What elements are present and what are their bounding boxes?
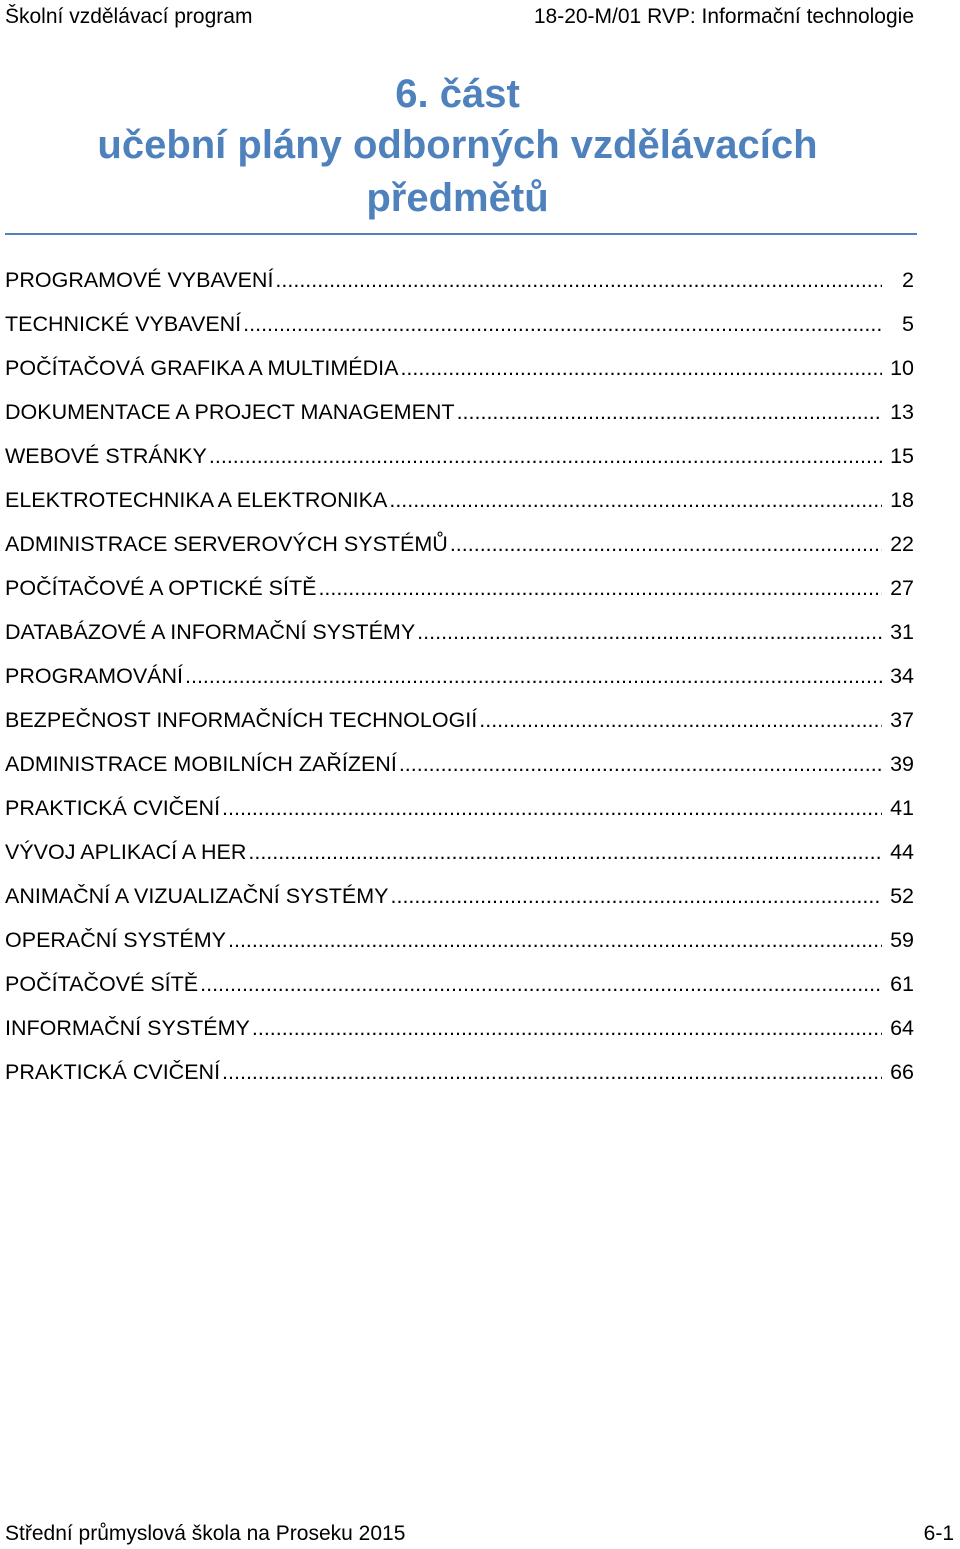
toc-leader-dots (457, 395, 882, 429)
toc-leader-dots (479, 703, 882, 737)
toc-entry[interactable] (5, 571, 914, 605)
toc-entry-page: 59 (890, 928, 914, 952)
toc-entry-title: ADMINISTRACE MOBILNÍCH ZAŘÍZENÍ (5, 752, 397, 776)
toc-entry[interactable] (5, 791, 914, 825)
toc-entry-title: OPERAČNÍ SYSTÉMY (5, 928, 227, 952)
toc-entry[interactable] (5, 659, 914, 693)
toc-entry[interactable] (5, 395, 914, 429)
toc-leader-dots (222, 791, 882, 825)
toc-entry-title: BEZPEČNOST INFORMAČNÍCH TECHNOLOGIÍ (5, 708, 478, 732)
toc-leader-dots (252, 1011, 882, 1045)
page-footer (5, 1520, 954, 1548)
toc-entry-page: 39 (890, 752, 914, 776)
toc-entry-page: 44 (890, 840, 914, 864)
toc-entry-page: 18 (890, 488, 914, 512)
toc-entry[interactable] (5, 835, 914, 869)
toc-entry-title: POČÍTAČOVÉ A OPTICKÉ SÍTĚ (5, 576, 317, 600)
toc-entry-page: 27 (890, 576, 914, 600)
header-rvp-code: 18-20-M/01 RVP: Informační technologie (533, 5, 914, 28)
toc-entry-page: 61 (890, 972, 914, 996)
toc-leader-dots (417, 615, 882, 649)
toc-entry-title: WEBOVÉ STRÁNKY (5, 444, 207, 468)
toc-entry[interactable] (5, 1055, 914, 1089)
toc-entry[interactable] (5, 879, 914, 913)
toc-leader-dots (400, 351, 882, 385)
header-program-name: Školní vzdělávací program (5, 5, 253, 28)
toc-entry[interactable] (5, 483, 914, 517)
toc-entry[interactable] (5, 747, 914, 781)
toc-entry-page: 64 (890, 1016, 914, 1040)
toc-entry[interactable] (5, 307, 914, 341)
toc-entry-title: ANIMAČNÍ A VIZUALIZAČNÍ SYSTÉMY (5, 884, 389, 908)
toc-entry-title: DOKUMENTACE A PROJECT MANAGEMENT (5, 400, 455, 424)
page-header (5, 3, 914, 31)
toc-entry-title: PROGRAMOVÉ VYBAVENÍ (5, 268, 274, 292)
toc-entry-title: ELEKTROTECHNIKA A ELEKTRONIKA (5, 488, 388, 512)
toc-entry-title: ADMINISTRACE SERVEROVÝCH SYSTÉMŮ (5, 532, 448, 556)
toc-entry-title: PROGRAMOVÁNÍ (5, 664, 183, 688)
toc-leader-dots (200, 967, 882, 1001)
toc-entry[interactable] (5, 1011, 914, 1045)
toc-entry-page: 5 (902, 312, 914, 336)
toc-entry[interactable] (5, 967, 914, 1001)
toc-entry-title: POČÍTAČOVÁ GRAFIKA A MULTIMÉDIA (5, 356, 399, 380)
toc-leader-dots (391, 879, 883, 913)
toc-entry[interactable] (5, 703, 914, 737)
toc-leader-dots (399, 747, 882, 781)
section-title-line-3: předmětů (366, 176, 549, 220)
toc-entry-page: 34 (890, 664, 914, 688)
toc-entry[interactable] (5, 439, 914, 473)
toc-entry-page: 31 (890, 620, 914, 644)
toc-entry-page: 2 (902, 268, 914, 292)
toc-entry-page: 66 (890, 1060, 914, 1084)
toc-leader-dots (243, 307, 882, 341)
toc-entry[interactable] (5, 615, 914, 649)
toc-leader-dots (275, 263, 882, 297)
toc-leader-dots (248, 835, 882, 869)
toc-leader-dots (222, 1055, 882, 1089)
toc-leader-dots (228, 923, 882, 957)
toc-entry-title: INFORMAČNÍ SYSTÉMY (5, 1016, 250, 1040)
toc-entry-page: 15 (890, 444, 914, 468)
toc-entry-title: PRAKTICKÁ CVIČENÍ (5, 796, 221, 820)
toc-entry-title: VÝVOJ APLIKACÍ A HER (5, 840, 247, 864)
toc-entry-page: 22 (890, 532, 914, 556)
toc-entry-title: DATABÁZOVÉ A INFORMAČNÍ SYSTÉMY (5, 620, 416, 644)
section-title-line-2: učební plány odborných vzdělávacích (97, 123, 818, 167)
toc-entry-title: TECHNICKÉ VYBAVENÍ (5, 312, 242, 336)
footer-school-name: Střední průmyslová škola na Proseku 2015 (5, 1522, 406, 1545)
footer-page-number: 6-1 (923, 1522, 954, 1545)
toc-entry-title: PRAKTICKÁ CVIČENÍ (5, 1060, 221, 1084)
toc-leader-dots (209, 439, 882, 473)
toc-entry-page: 10 (890, 356, 914, 380)
toc-entry[interactable] (5, 527, 914, 561)
toc-entry-page: 37 (890, 708, 914, 732)
toc-entry-page: 52 (890, 884, 914, 908)
toc-leader-dots (389, 483, 882, 517)
toc-entry-page: 41 (890, 796, 914, 820)
toc-leader-dots (185, 659, 882, 693)
toc-leader-dots (450, 527, 882, 561)
toc-leader-dots (318, 571, 882, 605)
toc-entry-page: 13 (890, 400, 914, 424)
title-underline-rule (5, 233, 917, 235)
section-title-line-1: 6. část (395, 72, 520, 116)
toc-entry[interactable] (5, 263, 914, 297)
toc-entry-title: POČÍTAČOVÉ SÍTĚ (5, 972, 199, 996)
toc-entry[interactable] (5, 351, 914, 385)
toc-entry[interactable] (5, 923, 914, 957)
